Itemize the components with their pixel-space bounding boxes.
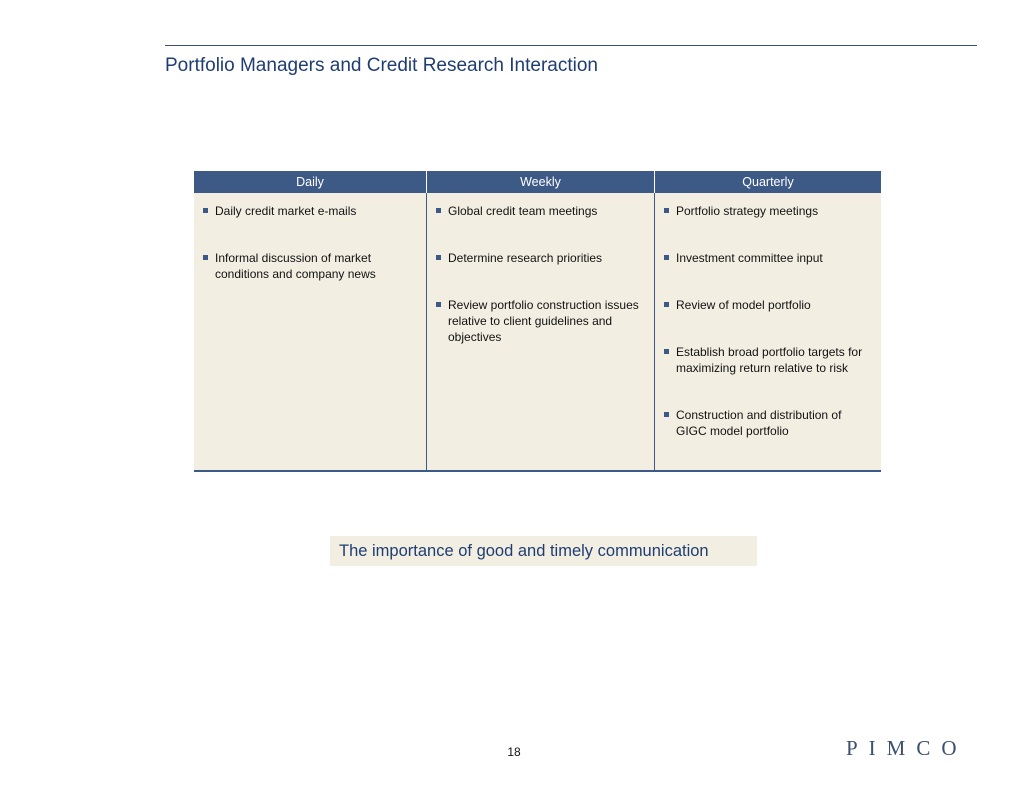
list-item-text: Determine research priorities [448, 251, 603, 265]
list-item [436, 203, 642, 219]
list-item-text: Review portfolio construction issues relative to client guidelines and objectives [448, 298, 639, 344]
list-item-text: Global credit team meetings [448, 204, 598, 218]
list-item-text: Establish broad portfolio targets for maximizing return relative to risk [676, 345, 863, 375]
list-item [203, 203, 414, 219]
column-header-quarterly: Quarterly [654, 171, 881, 193]
list-item-text: Informal discussion of market conditions and company news [215, 251, 376, 281]
square-bullet-icon [436, 208, 441, 213]
square-bullet-icon [664, 302, 669, 307]
list-item [436, 250, 642, 266]
daily-column [194, 193, 426, 470]
interaction-frequency-table [194, 171, 881, 472]
page-title: Portfolio Managers and Credit Research Interaction [165, 55, 599, 76]
list-item-text: Portfolio strategy meetings [676, 204, 819, 218]
list-item [664, 250, 869, 266]
quarterly-column [654, 193, 881, 470]
list-item [664, 203, 869, 219]
page-number: 18 [507, 745, 521, 759]
list-item-text: Daily credit market e-mails [215, 204, 357, 218]
list-item [664, 407, 869, 439]
pimco-logo: PIMCO [846, 736, 968, 760]
list-item-text: Review of model portfolio [676, 298, 811, 312]
table-header-row [194, 171, 881, 193]
list-item-text: Construction and distribution of GIGC model portfolio [676, 408, 842, 438]
weekly-column [426, 193, 654, 470]
square-bullet-icon [436, 302, 441, 307]
list-item [664, 344, 869, 376]
column-header-daily: Daily [296, 175, 324, 189]
square-bullet-icon [664, 208, 669, 213]
list-item [664, 297, 869, 313]
column-header-weekly: Weekly [426, 171, 654, 193]
square-bullet-icon [664, 349, 669, 354]
square-bullet-icon [436, 255, 441, 260]
square-bullet-icon [203, 255, 208, 260]
square-bullet-icon [203, 208, 208, 213]
square-bullet-icon [664, 255, 669, 260]
square-bullet-icon [664, 412, 669, 417]
table-body-row [194, 193, 881, 470]
title-rule [165, 45, 977, 46]
list-item-text: Investment committee input [676, 251, 823, 265]
list-item [436, 297, 642, 345]
key-message-callout: The importance of good and timely communication [330, 536, 757, 566]
list-item [203, 250, 414, 282]
